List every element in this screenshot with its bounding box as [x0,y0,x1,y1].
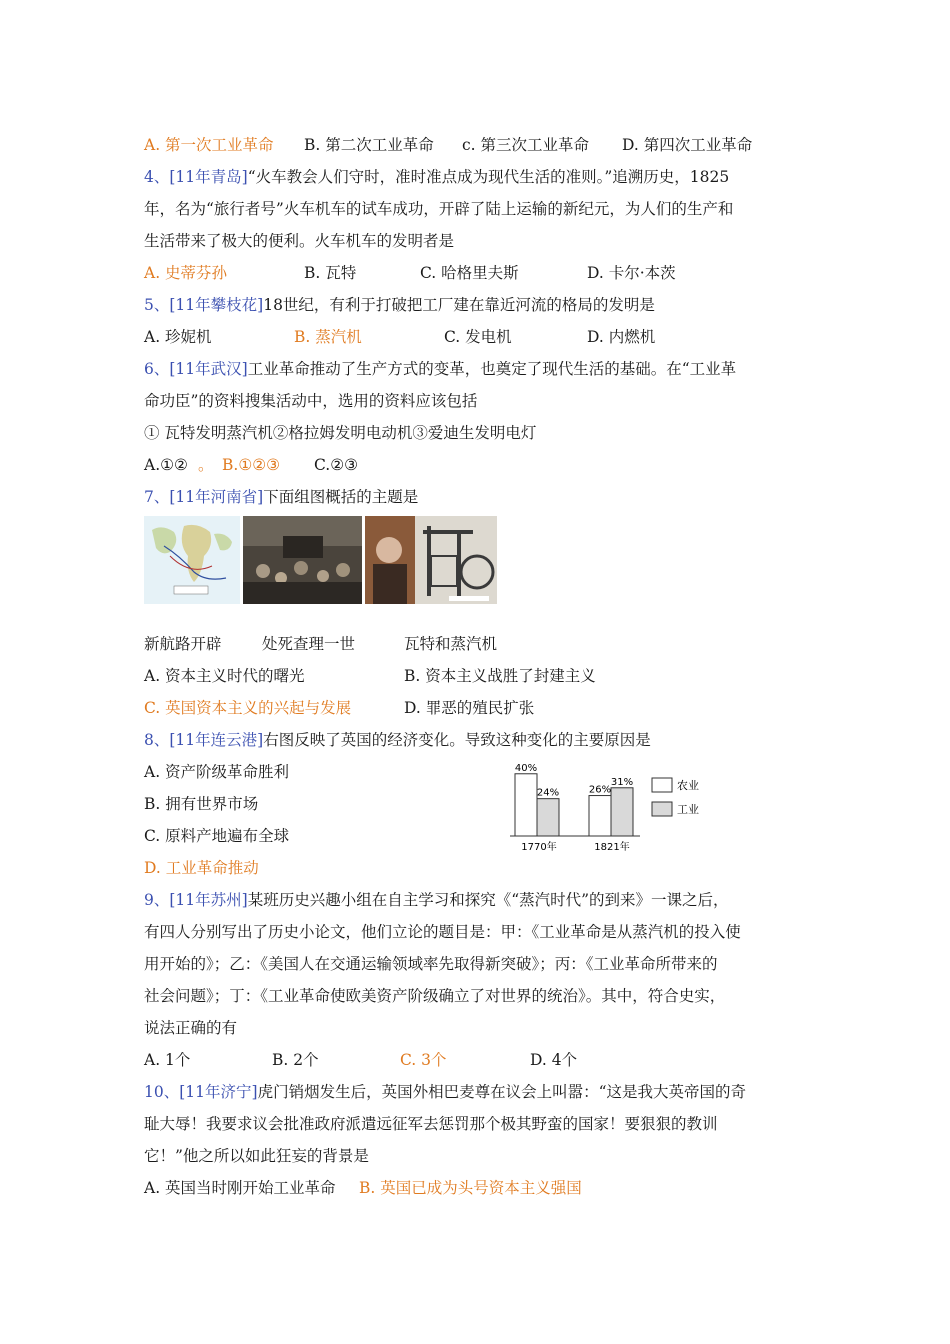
q4-number: 4、 [144,168,170,186]
bar-industry-0 [537,799,559,836]
q9-line4: 社会问题》；丁：《工业革命使欧美资产阶级确立了对世界的统治》。其中，符合史实， [144,987,726,1005]
q10-line3: 它！”他之所以如此狂妄的背景是 [144,1147,369,1165]
q6-number: 6、 [144,360,170,378]
q4-option-a: A. 史蒂芬孙 [144,264,228,282]
q9-line3: 用开始的》；乙：《美国人在交通运输领域率先取得新突破》；丙：《工业革命所带来的 [144,955,718,973]
watt-steam-engine-image [365,516,497,604]
q6-option-c: C.②③ [314,456,359,474]
q8-option-c: C. 原料产地遍布全球 [144,827,290,845]
q9-line1 [144,890,729,910]
q6-text: 工业革命推动了生产方式的变革，也奠定了现代生活的基础。在“工业革 [247,360,737,378]
q5-option-b: B. 蒸汽机 [294,328,362,346]
q4-option-d: D. 卡尔·本茨 [587,264,676,282]
q6-line1 [144,359,736,379]
q9-option-c: C. 3个 [400,1051,447,1069]
q9-text: 某班历史兴趣小组在自主学习和探究《“蒸汽时代”的到来》一课之后， [247,891,729,909]
q7-source-tag: [11年河南省] [169,488,264,506]
q4-option-c: C. 哈格里夫斯 [420,264,519,282]
voyage-map-image [144,516,240,604]
q6-option-b: B.①②③ [222,456,281,474]
q7-caption-2: 处死查理一世 [262,635,356,653]
q4-text: “火车教会人们守时，准时准点成为现代生活的准则。”追溯历史，1825 [247,168,730,186]
q9-option-d: D. 4个 [530,1051,578,1069]
q8-source-tag: [11年连云港] [169,731,264,749]
q9-option-a: A. 1个 [144,1051,191,1069]
q8-text: 右图反映了英国的经济变化。导致这种变化的主要原因是 [263,731,651,749]
execution-charles-i-image [243,516,362,604]
q7-line1 [144,487,418,507]
q10-option-b: B. 英国已成为头号资本主义强国 [359,1179,582,1197]
q6-dot: 。 [198,456,214,474]
data-label-industry-0: 24% [536,787,560,799]
q8-option-b: B. 拥有世界市场 [144,795,259,813]
q7-option-c: C. 英国资本主义的兴起与发展 [144,699,352,717]
q10-text: 虎门销烟发生后，英国外相巴麦尊在议会上叫嚣：“这是我大英帝国的奇 [257,1083,746,1101]
q10-source-tag: [11年济宁] [179,1083,258,1101]
q9-line5: 说法正确的有 [144,1019,238,1037]
q9-option-b: B. 2个 [272,1051,319,1069]
legend-swatch-agriculture [652,778,672,792]
bar-agriculture-1 [589,796,611,836]
q7-caption-3: 瓦特和蒸汽机 [404,635,498,653]
q5-text: 18世纪，有利于打破把工厂建在靠近河流的格局的发明是 [263,296,655,314]
legend-label-agriculture: 农业 [677,779,699,792]
q9-line2: 有四人分别写出了历史小论文，他们立论的题目是：甲：《工业革命是从蒸汽机的投入使 [144,923,741,941]
q6-option-a: A.①② [144,456,188,474]
q8-number: 8、 [144,731,170,749]
data-label-industry-1: 31% [610,776,634,788]
q10-line1 [144,1082,746,1102]
q4-line3: 生活带来了极大的便利。火车机车的发明者是 [144,232,455,250]
q4-source-tag: [11年青岛] [169,168,248,186]
data-label-agriculture-1: 26% [588,784,612,796]
economy-bar-chart [500,758,710,858]
q6-line2: 命功臣”的资料搜集活动中，选用的资料应该包括 [144,392,478,410]
q7-number: 7、 [144,488,170,506]
q4-line2: 年，名为“旅行者号”火车机车的试车成功，开辟了陆上运输的新纪元，为人们的生产和 [144,200,734,218]
q5-option-a: A. 珍妮机 [144,328,212,346]
q3-option-a: A. 第一次工业革命 [144,136,274,154]
q4-line1 [144,167,729,187]
q10-number: 10、 [144,1083,180,1101]
q5-option-d: D. 内燃机 [587,328,656,346]
q6-line3: ① 瓦特发明蒸汽机②格拉姆发明电动机③爱迪生发明电灯 [144,424,537,442]
bar-agriculture-0 [515,774,537,836]
q9-source-tag: [11年苏州] [169,891,248,909]
q9-number: 9、 [144,891,170,909]
q10-line2: 耻大辱！我要求议会批准政府派遣远征军去惩罚那个极其野蛮的国家！要狠狠的教训 [144,1115,718,1133]
q7-option-d: D. 罪恶的殖民扩张 [404,699,535,717]
q8-option-a: A. 资产阶级革命胜利 [144,763,290,781]
legend-label-industry: 工业 [677,803,699,816]
q7-option-b: B. 资本主义战胜了封建主义 [404,667,596,685]
q5-option-c: C. 发电机 [444,328,512,346]
q3-option-d: D. 第四次工业革命 [622,136,753,154]
q7-caption-1: 新航路开辟 [144,635,222,653]
category-label-1821: 1821年 [594,842,630,853]
q3-option-b: B. 第二次工业革命 [304,136,434,154]
legend-swatch-industry [652,802,672,816]
category-label-1770: 1770年 [521,842,557,853]
q5-source-tag: [11年攀枝花] [169,296,264,314]
bar-industry-1 [611,788,633,836]
q5-line1 [144,295,655,315]
q8-line1 [144,730,651,750]
q7-option-a: A. 资本主义时代的曙光 [144,667,305,685]
q10-option-a: A. 英国当时刚开始工业革命 [144,1179,336,1197]
data-label-agriculture-0: 40% [514,762,538,774]
q7-text: 下面组图概括的主题是 [263,488,419,506]
q6-source-tag: [11年武汉] [169,360,248,378]
q8-option-d: D. 工业革命推动 [144,859,259,877]
q3-option-c: c. 第三次工业革命 [462,136,590,154]
q4-option-b: B. 瓦特 [304,264,357,282]
q5-number: 5、 [144,296,170,314]
